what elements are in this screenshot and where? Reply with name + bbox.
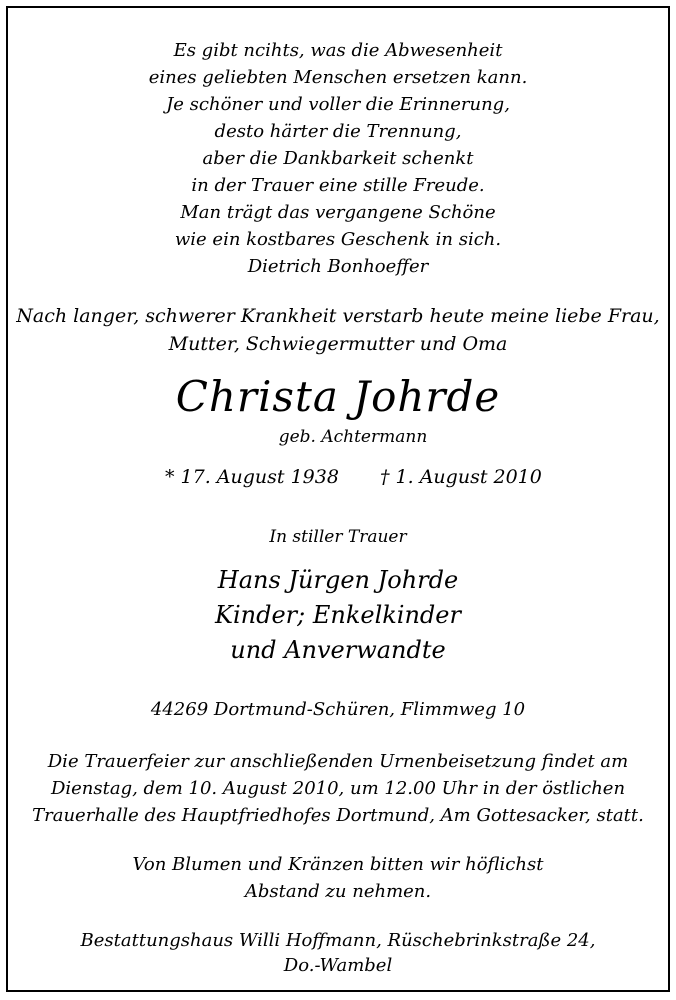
poem-line: Je schöner und voller die Erinnerung, [166,94,510,115]
poem-line: wie ein kostbares Geschenk in sich. [174,229,502,250]
flowers-line: Abstand zu nehmen. [244,881,432,902]
birth-date: * 17. August 1938 [165,466,339,488]
mourners-heading: In stiller Trauer [269,527,407,547]
poem-line: eines geliebten Menschen ersetzen kann. [148,67,528,88]
mourner-line: und Anverwandte [230,636,446,664]
address: 44269 Dortmund-Schüren, Flimmweg 10 [150,699,526,720]
mourner-line: Kinder; Enkelkinder [215,601,461,629]
undertaker-line: Bestattungshaus Willi Hoffmann, Rüschebrinkstraße 24, [80,930,596,951]
birth-name: geb. Achtermann [278,427,428,447]
funeral-line: Die Trauerfeier zur anschließenden Urnenbeisetzung findet am [47,751,629,772]
mourner-line: Hans Jürgen Johrde [217,566,459,594]
poem-line: Man trägt das vergangene Schöne [180,202,496,223]
undertaker-line: Do.-Wambel [283,955,393,976]
funeral-line: Dienstag, dem 10. August 2010, um 12.00 Uhr in der östlichen [50,778,626,799]
poem-line: Es gibt ncihts, was die Abwesenheit [173,40,503,61]
deceased-name: Christa Johrde [175,372,501,421]
poem-line: aber die Dankbarkeit schenkt [202,148,474,169]
announcement-line: Nach langer, schwerer Krankheit verstarb heute meine liebe Frau, [16,305,660,327]
flowers-line: Von Blumen und Kränzen bitten wir höflichst [132,854,544,875]
poem-line: in der Trauer eine stille Freude. [191,175,485,196]
poem-author: Dietrich Bonhoeffer [247,256,429,277]
death-date: † 1. August 2010 [380,466,542,488]
poem-line: desto härter die Trennung, [214,121,462,142]
announcement-line: Mutter, Schwiegermutter und Oma [168,333,508,355]
funeral-line: Trauerhalle des Hauptfriedhofes Dortmund, Am Gottesacker, statt. [32,805,644,826]
